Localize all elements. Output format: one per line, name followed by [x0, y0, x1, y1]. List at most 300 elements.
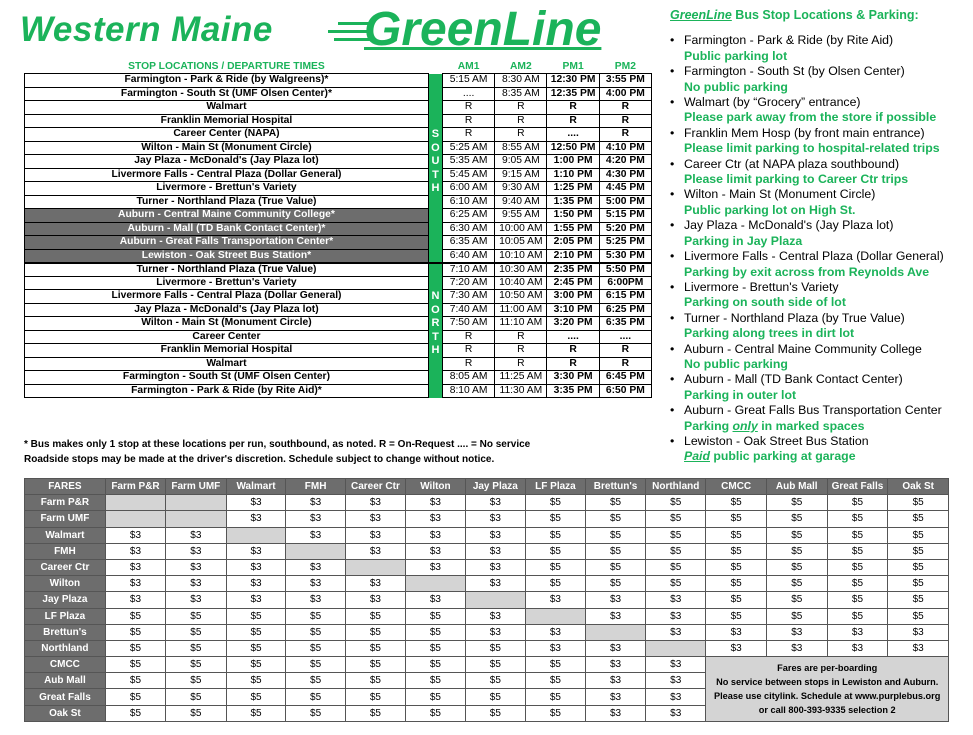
schedule-time-am2: 9:30 AM: [495, 182, 547, 196]
stop-parking: Parking along trees in dirt lot: [684, 326, 855, 341]
fare-cell: $5: [465, 689, 525, 705]
stop-parking: Public parking lot: [684, 48, 788, 63]
fare-cell: $5: [166, 705, 226, 721]
fare-cell: $3: [585, 673, 645, 689]
fare-cell: $3: [345, 527, 405, 543]
fare-cell: $5: [646, 543, 706, 559]
schedule-time-am2: R: [495, 128, 547, 142]
schedule-time-pm2: R: [599, 114, 651, 128]
southbound-label: [428, 195, 442, 209]
schedule-time-am2: 11:00 AM: [495, 303, 547, 317]
schedule-time-am1: 5:45 AM: [442, 168, 494, 182]
fares-note-line: or call 800-393-9335 selection 2: [758, 704, 896, 715]
fare-cell: $3: [406, 559, 466, 575]
fare-cell: $5: [286, 705, 345, 721]
southbound-label: [428, 101, 442, 115]
fare-cell: $5: [406, 640, 466, 656]
schedule-row: [25, 114, 652, 128]
northbound-label: [428, 276, 442, 290]
southbound-label: T: [428, 168, 442, 182]
fare-cell: $5: [585, 527, 645, 543]
schedule-time-pm1: R: [547, 114, 599, 128]
fare-cell: $3: [465, 608, 525, 624]
fare-cell: $5: [827, 511, 888, 527]
southbound-label: S: [428, 128, 442, 142]
stops-panel: [670, 8, 970, 465]
schedule-time-am1: 6:25 AM: [442, 209, 494, 223]
schedule-time-pm1: 2:05 PM: [547, 236, 599, 250]
fare-cell: $5: [226, 673, 286, 689]
schedule-header-am1: AM1: [457, 60, 480, 72]
schedule-time-pm2: 4:30 PM: [599, 168, 651, 182]
fare-cell: $3: [827, 640, 888, 656]
fare-cell: $5: [888, 495, 949, 511]
schedule-time-pm1: 1:50 PM: [547, 209, 599, 223]
fare-cell: $3: [286, 576, 345, 592]
fare-cell: $3: [525, 592, 585, 608]
fare-cell: $3: [706, 624, 767, 640]
fare-cell: $5: [766, 559, 827, 575]
fares-row: [25, 543, 949, 559]
fares-row-header: CMCC: [25, 657, 106, 673]
fare-cell: [166, 511, 226, 527]
schedule-row: [25, 384, 652, 398]
schedule-time-am1: R: [442, 330, 494, 344]
fares-row-header: Great Falls: [25, 689, 106, 705]
fares-column-header: Walmart: [226, 479, 286, 495]
schedule-time-am2: 8:35 AM: [495, 87, 547, 101]
fare-cell: $5: [827, 608, 888, 624]
fare-cell: $3: [465, 576, 525, 592]
schedule-row: [25, 209, 652, 223]
fare-cell: $3: [646, 673, 706, 689]
fare-cell: $5: [888, 559, 949, 575]
fare-cell: $3: [286, 592, 345, 608]
fare-cell: $5: [406, 608, 466, 624]
stop-parking: Public parking lot on High St.: [684, 202, 856, 217]
schedule-time-am1: 7:30 AM: [442, 290, 494, 304]
schedule-row: [25, 371, 652, 385]
fares-row: [25, 608, 949, 624]
fare-cell: $5: [827, 592, 888, 608]
fare-cell: $5: [105, 705, 165, 721]
fare-cell: $5: [166, 689, 226, 705]
schedule-time-pm2: R: [599, 101, 651, 115]
fare-cell: $5: [766, 543, 827, 559]
fare-cell: $3: [465, 543, 525, 559]
fare-cell: $3: [345, 495, 405, 511]
schedule-time-am2: R: [495, 330, 547, 344]
fare-cell: $5: [706, 527, 767, 543]
fare-cell: [226, 527, 286, 543]
schedule-time-am2: R: [495, 114, 547, 128]
fare-cell: $5: [706, 576, 767, 592]
fare-cell: $5: [465, 705, 525, 721]
schedule-time-pm2: 4:10 PM: [599, 141, 651, 155]
schedule-stop: Auburn - Great Falls Transportation Center*: [25, 236, 429, 250]
fares-row-header: Career Ctr: [25, 559, 106, 575]
schedule-time-pm1: 2:35 PM: [547, 263, 599, 277]
northbound-label: T: [428, 330, 442, 344]
stop-location: • Walmart (by “Grocery” entrance): [670, 95, 970, 110]
fare-cell: [406, 576, 466, 592]
schedule-row: [25, 290, 652, 304]
fare-cell: $3: [646, 689, 706, 705]
schedule-time-pm2: 6:50 PM: [599, 384, 651, 398]
schedule-stop: Auburn - Mall (TD Bank Contact Center)*: [25, 222, 429, 236]
schedule-stop: Jay Plaza - McDonald's (Jay Plaza lot): [25, 303, 429, 317]
fare-cell: $5: [766, 527, 827, 543]
schedule-time-pm2: R: [599, 357, 651, 371]
stop-location: • Lewiston - Oak Street Bus Station: [670, 434, 970, 449]
fare-cell: [525, 608, 585, 624]
fare-cell: $5: [706, 592, 767, 608]
schedule-time-am2: 10:10 AM: [495, 249, 547, 263]
fare-cell: $3: [406, 543, 466, 559]
fares-row-header: Walmart: [25, 527, 106, 543]
fare-cell: $5: [827, 559, 888, 575]
southbound-label: O: [428, 141, 442, 155]
fare-cell: $5: [166, 640, 226, 656]
fares-column-header: Aub Mall: [766, 479, 827, 495]
fare-cell: $5: [226, 705, 286, 721]
fare-cell: $3: [646, 657, 706, 673]
fare-cell: $5: [766, 608, 827, 624]
fare-cell: $5: [525, 495, 585, 511]
schedule-stop: Farmington - Park & Ride (by Rite Aid)*: [25, 384, 429, 398]
schedule-time-pm2: 5:00 PM: [599, 195, 651, 209]
schedule-stop: Auburn - Central Maine Community College*: [25, 209, 429, 223]
fares-row: [25, 640, 949, 656]
northbound-label: O: [428, 303, 442, 317]
fare-cell: $3: [827, 624, 888, 640]
fare-cell: $5: [888, 527, 949, 543]
fare-cell: $5: [646, 495, 706, 511]
fare-cell: $5: [286, 640, 345, 656]
stop-location: • Wilton - Main St (Monument Circle): [670, 187, 970, 202]
stop-location: • Career Ctr (at NAPA plaza southbound): [670, 157, 970, 172]
schedule-time-pm1: R: [547, 101, 599, 115]
fares-column-header: Great Falls: [827, 479, 888, 495]
fares-row-header: Farm P&R: [25, 495, 106, 511]
fare-cell: $3: [226, 495, 286, 511]
fare-cell: $3: [166, 592, 226, 608]
fares-column-header: Wilton: [406, 479, 466, 495]
stop-parking: Please limit parking to hospital-related trips: [684, 141, 940, 156]
stop-parking: Parking in Jay Plaza: [684, 233, 803, 248]
southbound-label: [428, 114, 442, 128]
fare-cell: $5: [706, 543, 767, 559]
stop-parking: Parking only in marked spaces: [684, 418, 865, 433]
schedule-time-am1: ....: [442, 87, 494, 101]
fare-cell: $5: [465, 640, 525, 656]
stop-parking: Please limit parking to Career Ctr trips: [684, 172, 909, 187]
fare-cell: $5: [166, 624, 226, 640]
schedule-time-am2: R: [495, 357, 547, 371]
fare-cell: $3: [888, 624, 949, 640]
fare-cell: $3: [166, 576, 226, 592]
fare-cell: $5: [345, 705, 405, 721]
schedule-time-am1: 5:15 AM: [442, 74, 494, 88]
fares-row-header: Jay Plaza: [25, 592, 106, 608]
fare-cell: $5: [345, 608, 405, 624]
fare-cell: $5: [105, 689, 165, 705]
fare-cell: $5: [406, 624, 466, 640]
fare-cell: $3: [585, 689, 645, 705]
fare-cell: $3: [585, 592, 645, 608]
fare-cell: $5: [105, 640, 165, 656]
schedule-time-am1: 8:10 AM: [442, 384, 494, 398]
schedule-time-pm1: 3:35 PM: [547, 384, 599, 398]
schedule-stop: Franklin Memorial Hospital: [25, 114, 429, 128]
fare-cell: $5: [286, 657, 345, 673]
schedule-time-am1: R: [442, 357, 494, 371]
fare-cell: $5: [286, 689, 345, 705]
northbound-label: [428, 371, 442, 385]
fares-column-header: Farm P&R: [105, 479, 165, 495]
schedule-row: [25, 276, 652, 290]
fares-row-header: Farm UMF: [25, 511, 106, 527]
fare-cell: $3: [166, 559, 226, 575]
fare-cell: $3: [345, 511, 405, 527]
schedule-time-pm1: 1:00 PM: [547, 155, 599, 169]
fare-cell: $5: [525, 511, 585, 527]
fare-cell: $3: [465, 511, 525, 527]
schedule-stop: Career Center (NAPA): [25, 128, 429, 142]
schedule-time-pm2: 6:15 PM: [599, 290, 651, 304]
fare-cell: [345, 559, 405, 575]
fare-cell: $5: [525, 689, 585, 705]
fare-cell: $5: [525, 657, 585, 673]
fare-cell: $3: [525, 624, 585, 640]
fare-cell: $5: [706, 559, 767, 575]
fare-cell: $3: [585, 608, 645, 624]
fare-cell: $3: [766, 624, 827, 640]
fare-cell: $3: [525, 640, 585, 656]
fares-row-header: Northland: [25, 640, 106, 656]
fare-cell: $5: [105, 657, 165, 673]
fare-cell: [465, 592, 525, 608]
fare-cell: $3: [105, 527, 165, 543]
schedule-row: [25, 222, 652, 236]
schedule-time-am1: R: [442, 101, 494, 115]
fare-cell: $3: [166, 527, 226, 543]
northbound-label: [428, 384, 442, 398]
fare-cell: $5: [525, 673, 585, 689]
fare-cell: $3: [406, 511, 466, 527]
schedule-time-pm1: R: [547, 357, 599, 371]
fares-row-header: FMH: [25, 543, 106, 559]
fare-cell: $5: [646, 576, 706, 592]
schedule-time-am2: R: [495, 344, 547, 358]
stop-parking: No public parking: [684, 356, 788, 371]
fares-note-box: [706, 657, 949, 722]
fare-cell: $3: [465, 559, 525, 575]
fares-row-header: Wilton: [25, 576, 106, 592]
fare-cell: $5: [888, 511, 949, 527]
fares-note-line: Fares are per-boarding: [777, 662, 878, 673]
fare-cell: $3: [465, 495, 525, 511]
northbound-label: R: [428, 317, 442, 331]
fare-cell: $5: [345, 624, 405, 640]
schedule-time-am2: R: [495, 101, 547, 115]
schedule-time-am1: 7:10 AM: [442, 263, 494, 277]
schedule-time-am1: 6:40 AM: [442, 249, 494, 263]
southbound-label: [428, 209, 442, 223]
fare-cell: $5: [406, 705, 466, 721]
stop-location: • Auburn - Central Maine Community College: [670, 342, 970, 357]
schedule-stop: Walmart: [25, 101, 429, 115]
schedule-time-pm1: 12:35 PM: [547, 87, 599, 101]
schedule-time-am2: 8:30 AM: [495, 74, 547, 88]
stop-parking: Please park away from the store if possible: [684, 110, 937, 125]
schedule-time-pm1: ....: [547, 128, 599, 142]
stop-location: • Turner - Northland Plaza (by True Value): [670, 311, 970, 326]
schedule-row: [25, 303, 652, 317]
fare-cell: $5: [585, 495, 645, 511]
fare-cell: $5: [706, 608, 767, 624]
fare-cell: $5: [226, 689, 286, 705]
fare-cell: $5: [345, 673, 405, 689]
schedule-time-am2: 10:00 AM: [495, 222, 547, 236]
fares-corner: FARES: [25, 479, 106, 495]
schedule-stop: Wilton - Main St (Monument Circle): [25, 317, 429, 331]
fare-cell: $3: [105, 592, 165, 608]
schedule-stop: Walmart: [25, 357, 429, 371]
schedule-time-am1: 6:35 AM: [442, 236, 494, 250]
schedule-time-pm2: 6:25 PM: [599, 303, 651, 317]
schedule-time-pm1: 12:30 PM: [547, 74, 599, 88]
fare-cell: $3: [226, 543, 286, 559]
schedule-stop: Livermore Falls - Central Plaza (Dollar General): [25, 168, 429, 182]
stops-panel-title-text: Bus Stop Locations & Parking:: [731, 8, 919, 22]
fare-cell: $3: [345, 576, 405, 592]
stop-location: • Auburn - Great Falls Bus Transportation Center: [670, 403, 970, 418]
schedule-time-am2: 9:55 AM: [495, 209, 547, 223]
fare-cell: $3: [166, 543, 226, 559]
stop-location: • Livermore - Brettun's Variety: [670, 280, 970, 295]
schedule-time-am1: R: [442, 128, 494, 142]
schedule-header-am2: AM2: [509, 60, 532, 72]
schedule-time-pm2: R: [599, 128, 651, 142]
fare-cell: $5: [525, 527, 585, 543]
schedule-time-pm2: 5:30 PM: [599, 249, 651, 263]
fares-note-line: No service between stops in Lewiston and Auburn.: [716, 676, 939, 687]
fares-row: [25, 624, 949, 640]
fare-cell: $3: [105, 576, 165, 592]
schedule-time-am2: 10:30 AM: [495, 263, 547, 277]
northbound-label: [428, 263, 442, 277]
fare-cell: $5: [345, 657, 405, 673]
stop-parking: Parking in outer lot: [684, 387, 797, 402]
northbound-label: H: [428, 344, 442, 358]
schedule-row: [25, 168, 652, 182]
fare-cell: $5: [525, 559, 585, 575]
fare-cell: $5: [646, 559, 706, 575]
schedule-time-pm2: 5:25 PM: [599, 236, 651, 250]
fare-cell: $5: [827, 495, 888, 511]
fares-row-header: Aub Mall: [25, 673, 106, 689]
schedule-time-pm1: 3:10 PM: [547, 303, 599, 317]
schedule-time-pm1: R: [547, 344, 599, 358]
fare-cell: $3: [646, 705, 706, 721]
schedule-time-pm2: 5:20 PM: [599, 222, 651, 236]
schedule-stop: Farmington - South St (UMF Olsen Center)*: [25, 87, 429, 101]
fares-column-header: Jay Plaza: [465, 479, 525, 495]
schedule-time-am1: 7:20 AM: [442, 276, 494, 290]
fare-cell: $5: [105, 608, 165, 624]
schedule-notes: [24, 437, 530, 467]
fare-cell: $3: [888, 640, 949, 656]
schedule-stop: Wilton - Main St (Monument Circle): [25, 141, 429, 155]
schedule-time-pm1: 1:55 PM: [547, 222, 599, 236]
fare-cell: $5: [525, 543, 585, 559]
fare-cell: $3: [465, 624, 525, 640]
schedule-row: [25, 141, 652, 155]
schedule-time-am1: R: [442, 114, 494, 128]
fare-cell: $5: [345, 689, 405, 705]
schedule-row: [25, 344, 652, 358]
schedule-time-pm1: 2:10 PM: [547, 249, 599, 263]
fares-row: [25, 527, 949, 543]
stop-location: • Livermore Falls - Central Plaza (Dollar General): [670, 249, 970, 264]
schedule-time-pm2: 3:55 PM: [599, 74, 651, 88]
schedule-row: [25, 357, 652, 371]
fare-cell: $3: [226, 511, 286, 527]
fare-cell: $5: [888, 608, 949, 624]
schedule-row: [25, 236, 652, 250]
schedule-time-am2: 9:15 AM: [495, 168, 547, 182]
fare-cell: $5: [766, 576, 827, 592]
fares-column-header: LF Plaza: [525, 479, 585, 495]
fare-cell: $5: [888, 543, 949, 559]
schedule-time-am1: 6:10 AM: [442, 195, 494, 209]
fares-row: [25, 592, 949, 608]
fares-column-header: Northland: [646, 479, 706, 495]
schedule-stop: Farmington - South St (UMF Olsen Center): [25, 371, 429, 385]
schedule-time-pm2: 4:00 PM: [599, 87, 651, 101]
stop-location: • Jay Plaza - McDonald's (Jay Plaza lot): [670, 218, 970, 233]
schedule-time-am1: 6:00 AM: [442, 182, 494, 196]
fare-cell: $5: [827, 527, 888, 543]
schedule-row: [25, 74, 652, 88]
northbound-label: [428, 357, 442, 371]
fare-cell: $5: [286, 673, 345, 689]
fares-row: [25, 657, 949, 673]
schedule-time-pm2: 5:50 PM: [599, 263, 651, 277]
schedule-row: [25, 263, 652, 277]
fare-cell: [105, 511, 165, 527]
stop-parking: Paid public parking at garage: [684, 449, 856, 464]
fare-cell: $5: [585, 576, 645, 592]
schedule-time-pm2: 6:00PM: [599, 276, 651, 290]
schedule-time-am2: 11:25 AM: [495, 371, 547, 385]
fare-cell: $5: [525, 705, 585, 721]
fare-cell: $5: [888, 576, 949, 592]
schedule-time-am1: 5:35 AM: [442, 155, 494, 169]
schedule-row: [25, 330, 652, 344]
schedule-stop: Jay Plaza - McDonald's (Jay Plaza lot): [25, 155, 429, 169]
fares-column-header: Farm UMF: [166, 479, 226, 495]
stop-parking-emphasis: only: [732, 418, 758, 433]
stop-location: • Farmington - Park & Ride (by Rite Aid): [670, 33, 970, 48]
fare-cell: $3: [406, 527, 466, 543]
stop-location: • Auburn - Mall (TD Bank Contact Center): [670, 372, 970, 387]
schedule-stop: Career Center: [25, 330, 429, 344]
southbound-label: [428, 236, 442, 250]
fares-column-header: FMH: [286, 479, 345, 495]
fare-cell: $5: [345, 640, 405, 656]
